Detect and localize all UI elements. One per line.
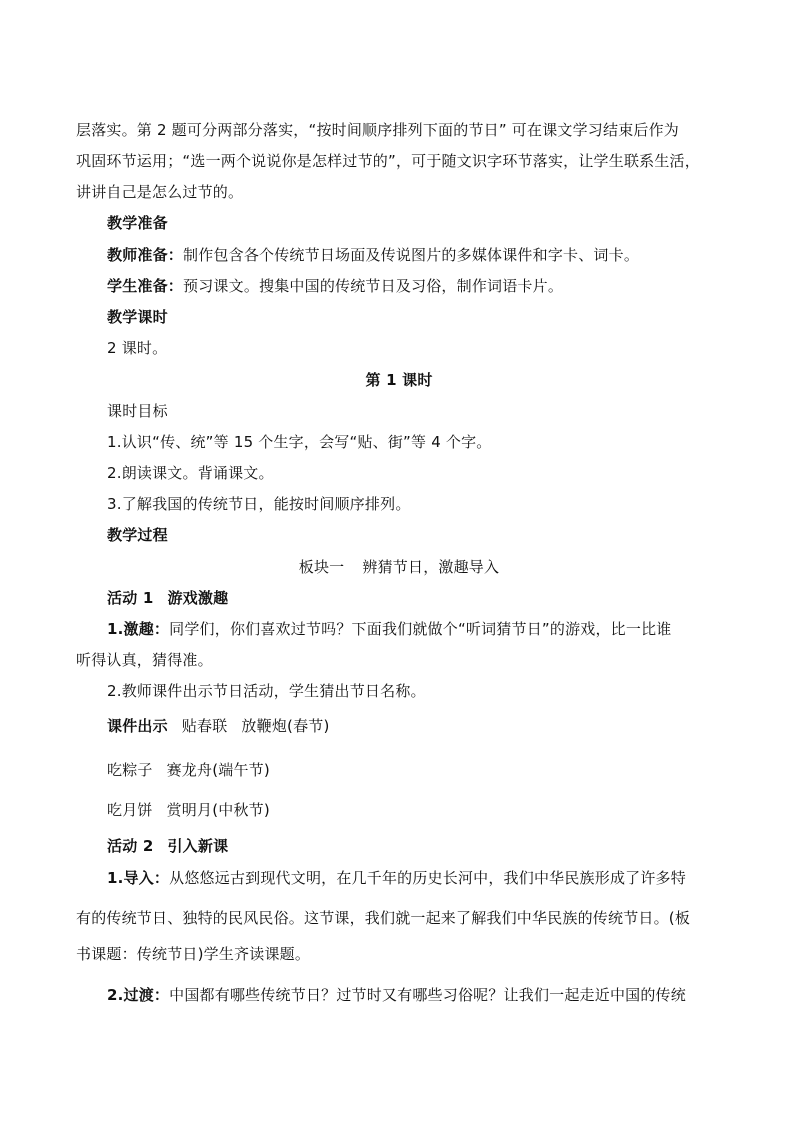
- activity-1-item-2: 2.教师课件出示节日活动，学生猜出节日名称。: [107, 682, 426, 700]
- lesson-title: 第 1 课时: [365, 371, 433, 389]
- courseware-item: 吃粽子: [107, 761, 153, 779]
- goal-item: 1.认识“传、统”等 15 个生字，会写“贴、街”等 4 个字。: [107, 433, 492, 451]
- hours-heading: 教学课时: [107, 308, 168, 326]
- activity-2-item-1-cont: 书课题：传统节日)学生齐读课题。: [76, 945, 311, 963]
- teacher-prep-label: 教师准备：: [107, 246, 184, 264]
- activity-2-label: 活动 2: [107, 837, 154, 855]
- courseware-line-1: [107, 716, 722, 736]
- courseware-item: 吃月饼: [107, 801, 153, 819]
- process-heading: 教学过程: [107, 526, 168, 544]
- activity-2-item-2: [107, 985, 722, 1005]
- courseware-line-2: [107, 760, 722, 780]
- block-title: 辨猜节日，激趣导入: [362, 558, 500, 576]
- item-label: 2.过渡：: [107, 986, 170, 1004]
- activity-1-label: 活动 1: [107, 589, 154, 607]
- item-label: 1.激趣：: [107, 620, 170, 638]
- activity-1-heading: [107, 588, 722, 608]
- item-text: 同学们，你们喜欢过节吗？下面我们就做个“听词猜节日”的游戏，比一比谁: [169, 620, 672, 638]
- goals-heading: 课时目标: [107, 402, 168, 420]
- student-prep: [107, 276, 722, 296]
- block-heading: [76, 557, 722, 577]
- courseware-item: 赏明月(中秋节): [166, 801, 270, 819]
- activity-1-title: 游戏激趣: [167, 589, 229, 607]
- item-label: 1.导入：: [107, 869, 170, 887]
- activity-2-heading: [107, 836, 722, 856]
- courseware-label: 课件出示: [107, 717, 168, 735]
- activity-2-title: 引入新课: [167, 837, 229, 855]
- teacher-prep-text: 制作包含各个传统节日场面及传说图片的多媒体课件和字卡、词卡。: [183, 246, 640, 264]
- activity-1-item-1: [107, 619, 722, 639]
- activity-2-item-1-cont: 有的传统节日、独特的民风民俗。这节课，我们就一起来了解我们中华民族的传统节日。(板: [76, 909, 691, 927]
- courseware-item: 赛龙舟(端午节): [166, 761, 270, 779]
- intro-line-3: 讲讲自己是怎么过节的。: [76, 183, 244, 201]
- goal-item: 2.朗读课文。背诵课文。: [107, 464, 274, 482]
- courseware-item: 放鞭炮(春节): [241, 717, 330, 735]
- student-prep-text: 预习课文。搜集中国的传统节日及习俗，制作词语卡片。: [183, 277, 564, 295]
- courseware-line-3: [107, 800, 722, 820]
- hours-text: 2 课时。: [107, 339, 168, 357]
- student-prep-label: 学生准备：: [107, 277, 184, 295]
- prep-heading: 教学准备: [107, 214, 168, 232]
- teacher-prep: [107, 245, 722, 265]
- intro-line-2: 巩固环节运用；“选一两个说说你是怎样过节的”，可于随文识字环节落实，让学生联系生活，: [76, 152, 700, 170]
- courseware-item: 贴春联: [181, 717, 228, 735]
- item-text: 从悠悠远古到现代文明，在几千年的历史长河中，我们中华民族形成了许多特: [169, 869, 686, 887]
- goal-item: 3.了解我国的传统节日，能按时间顺序排列。: [107, 495, 411, 513]
- block-label: 板块一: [298, 558, 345, 576]
- activity-2-item-1: [107, 868, 722, 888]
- activity-1-item-1-cont: 听得认真，猜得准。: [76, 651, 213, 669]
- intro-line-1: 层落实。第 2 题可分两部分落实，“按时间顺序排列下面的节日” 可在课文学习结束后作为: [76, 121, 679, 139]
- item-text: 中国都有哪些传统节日？过节时又有哪些习俗呢？让我们一起走近中国的传统: [169, 986, 686, 1004]
